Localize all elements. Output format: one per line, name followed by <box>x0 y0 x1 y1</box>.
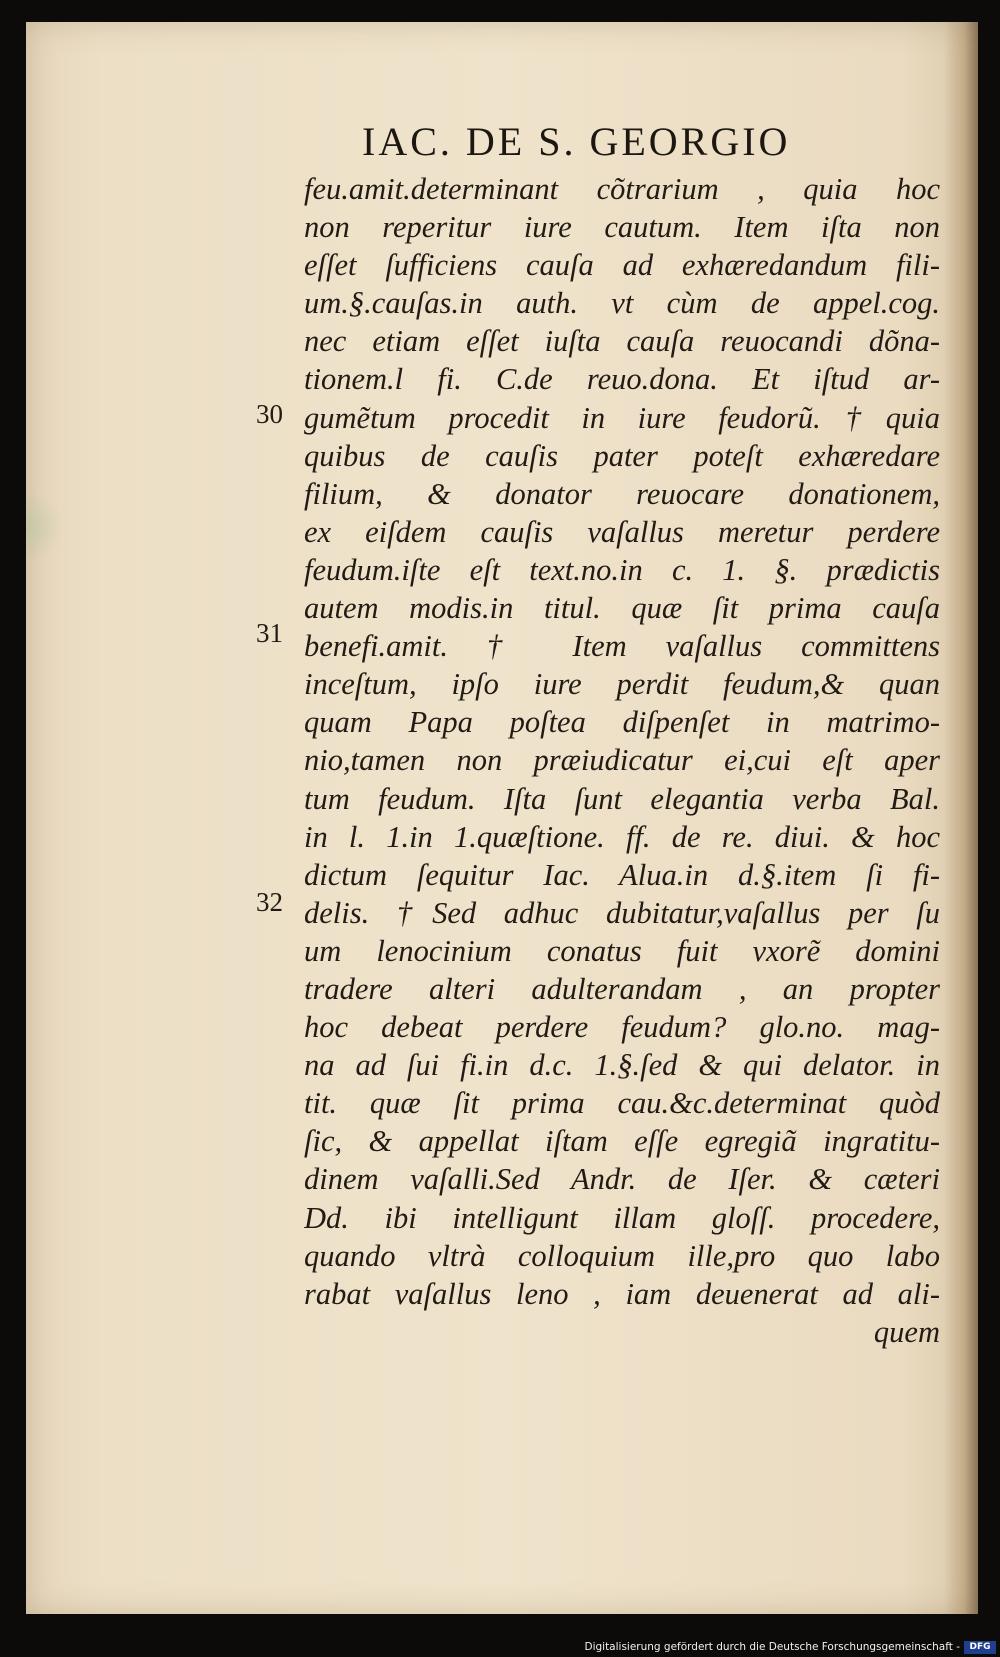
text-line: benefi.amit. † Item vaſallus committens <box>304 629 940 664</box>
text-line: filium, & donator reuocare donationem, <box>304 476 940 511</box>
text-line: um lenocinium conatus fuit vxorẽ domini <box>304 933 940 968</box>
text-line: rabat vaſallus leno , iam deuenerat ad ali- <box>304 1276 940 1311</box>
text-line: ſic, & appellat iſtam eſſe egregiã ingratitu- <box>304 1124 940 1159</box>
margin-number-32: 32 <box>256 887 283 917</box>
running-head: IAC. DE S. GEORGIO <box>362 119 791 164</box>
margin-number-31: 31 <box>256 618 283 648</box>
dfg-logo: DFG <box>964 1641 996 1654</box>
text-line: eſſet ſufficiens cauſa ad exhæredandum fili- <box>304 248 940 283</box>
catchword: quem <box>873 1314 940 1349</box>
text-line: tionem.l fi. C.de reuo.dona. Et iſtud ar- <box>304 362 940 397</box>
text-line: nec etiam eſſet iuſta cauſa reuocandi dõna- <box>304 324 940 359</box>
text-line: hoc debeat perdere feudum? glo.no. mag- <box>304 1010 940 1045</box>
text-line: Dd. ibi intelligunt illam gloſſ. procedere, <box>304 1200 940 1235</box>
digitization-credit: Digitalisierung gefördert durch die Deutsche Forschungsgemeinschaft - <box>584 1641 960 1653</box>
text-line: tradere alteri adulterandam , an propter <box>304 971 940 1006</box>
body-text <box>304 170 940 1351</box>
margin-number-30: 30 <box>256 399 283 429</box>
text-line: inceſtum, ipſo iure perdit feudum,& quan <box>304 667 940 702</box>
text-line: quando vltrà colloquium ille,pro quo labo <box>304 1238 940 1273</box>
paper-stain <box>26 492 64 562</box>
text-line: feudum.iſte eſt text.no.in c. 1. §. prædictis <box>304 552 940 587</box>
text-line: nio,tamen non præiudicatur ei,cui eſt aper <box>304 743 940 778</box>
text-line: tit. quæ ſit prima cau.&c.determinat quòd <box>304 1086 940 1121</box>
text-line: gumẽtum procedit in iure feudorũ.†quia <box>304 400 940 435</box>
text-line: autem modis.in titul. quæ ſit prima cauſa <box>304 591 940 626</box>
text-line: ex eiſdem cauſis vaſallus meretur perdere <box>304 514 940 549</box>
text-line: non reperitur iure cautum. Item iſta non <box>304 210 940 245</box>
text-line: um.§.cauſas.in auth. vt cùm de appel.cog. <box>304 286 940 321</box>
text-line: tum feudum. Iſta ſunt elegantia verba Bal. <box>304 781 940 816</box>
text-line: dictum ſequitur Iac. Alua.in d.§.item ſi fi- <box>304 857 940 892</box>
text-line: quibus de cauſis pater poteſt exhæredare <box>304 438 940 473</box>
page-edge-shadow <box>944 22 978 1614</box>
text-line: delis. †Sed adhuc dubitatur,vaſallus per ſu <box>304 895 940 930</box>
text-line: quam Papa poſtea diſpenſet in matrimo- <box>304 705 940 740</box>
text-line: dinem vaſalli.Sed Andr. de Iſer. & cæteri <box>304 1162 940 1197</box>
text-line: na ad ſui fi.in d.c. 1.§.ſed & qui delator. in <box>304 1048 940 1083</box>
text-line: feu.amit.determinant cõtrarium , quia hoc <box>304 172 940 206</box>
text-line: in l. 1.in 1.quæſtione. ff. de re. diui. & hoc <box>304 819 940 854</box>
